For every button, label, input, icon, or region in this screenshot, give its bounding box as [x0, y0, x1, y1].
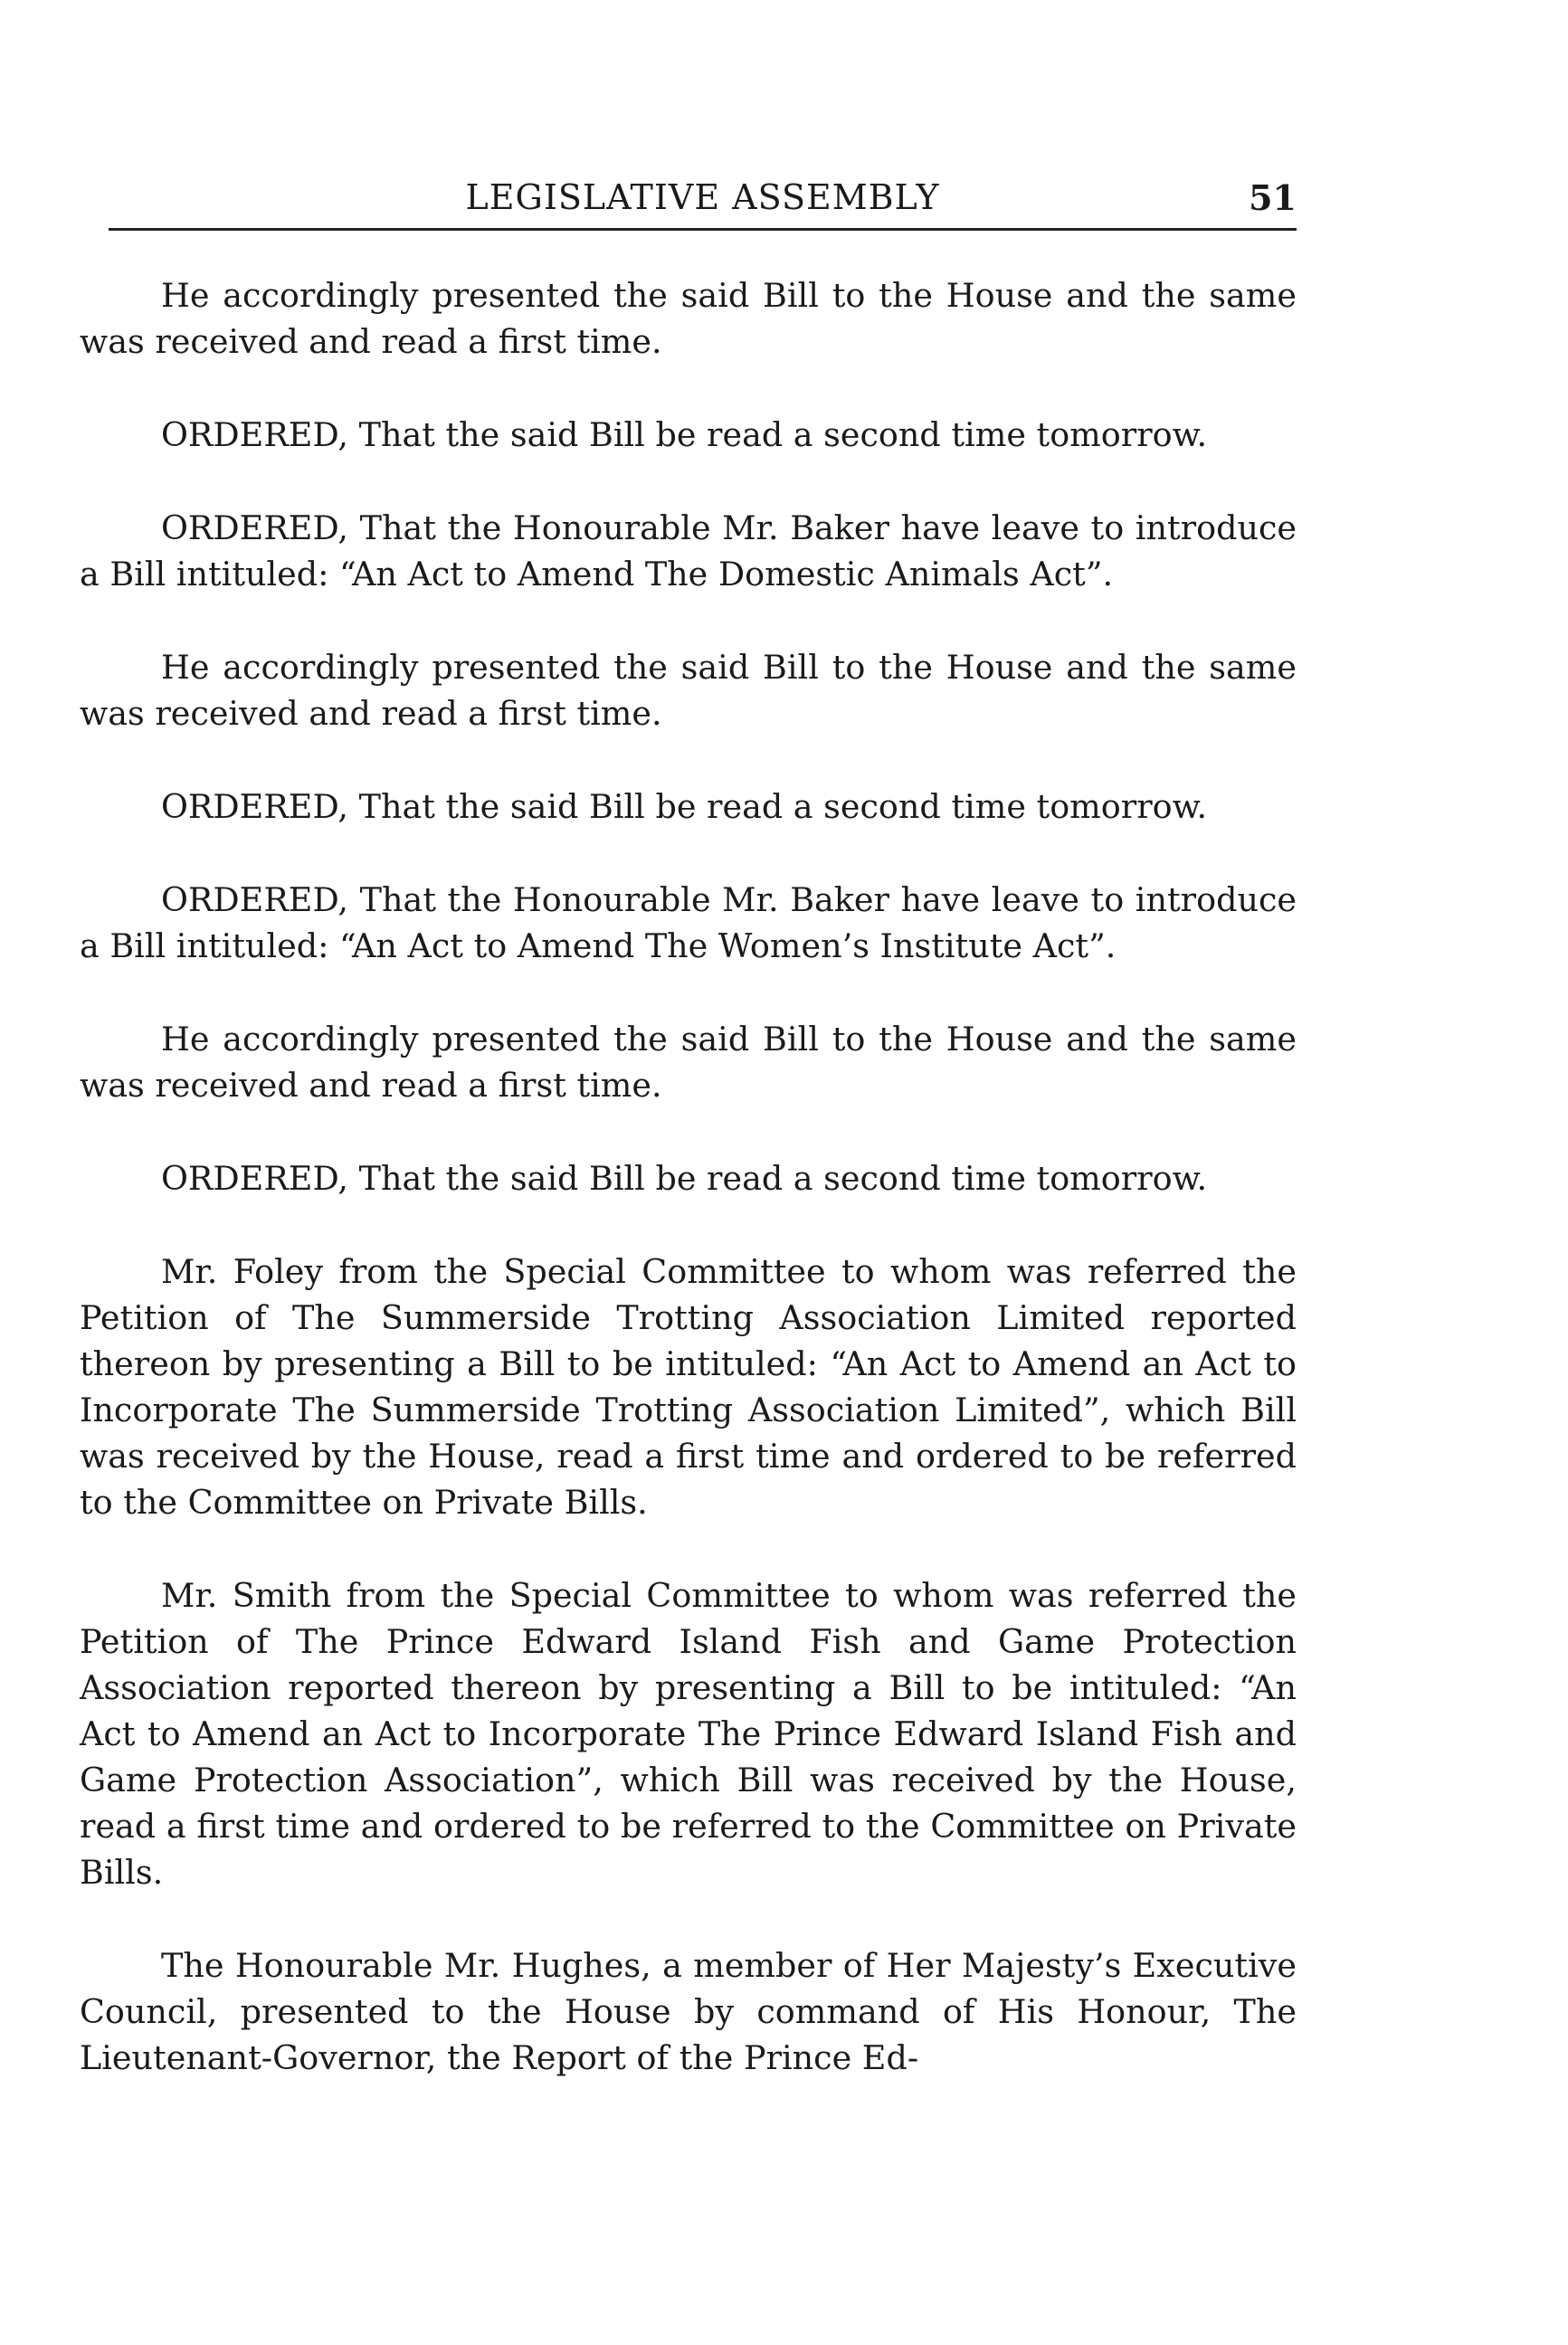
- paragraph-second-reading-order: ORDERED, That the said Bill be read a second time tomorrow.: [161, 787, 1208, 826]
- paragraph-fish-game-protection-report: Mr. Smith from the Special Committee to whom was referred the Petition of The Prince Edward Island Fish and Game Protection Association reported thereon by presenting a Bill to be intituled: “An Act to Amend an Act to Incorporate The Prince Edward Island Fish and Game Protection Association”, which Bill was received by the House, read a first time and ordered to be referred to the Committee on Private Bills.: [80, 1576, 1297, 1892]
- paragraph-summerside-trotting-report: Mr. Foley from the Special Committee to whom was referred the Petition of The Summerside Trotting Association Limited reported thereon by presenting a Bill to be intituled: “An Act to Amend an Act to Incorporate The Summerside Trotting Association Limited”, which Bill was received by the House, read a first time and ordered to be referred to the Committee on Private Bills.: [80, 1252, 1297, 1522]
- paragraph-leave-womens-institute-act: ORDERED, That the Honourable Mr. Baker have leave to introduce a Bill intituled: “An Act to Amend The Women’s Institute Act”.: [80, 880, 1297, 965]
- paragraph-second-reading-order: ORDERED, That the said Bill be read a second time tomorrow.: [161, 415, 1208, 454]
- running-header: [109, 170, 1297, 231]
- page-number: 51: [1249, 177, 1297, 218]
- document-page: [80, 0, 1297, 2345]
- paragraph-second-reading-order: ORDERED, That the said Bill be read a second time tomorrow.: [161, 1159, 1208, 1198]
- paragraph-executive-council-report: The Honourable Mr. Hughes, a member of Her Majesty’s Executive Council, presented to the House by command of His Honour, The Lieutenant-Governor, the Report of the Prince Ed-: [80, 1946, 1297, 2077]
- paragraph-presented-bill: He accordingly presented the said Bill to the House and the same was received and read a first time.: [80, 648, 1297, 733]
- paragraph-presented-bill: He accordingly presented the said Bill to the House and the same was received and read a first time.: [80, 276, 1297, 361]
- paragraph-presented-bill: He accordingly presented the said Bill to the House and the same was received and read a first time.: [80, 1020, 1297, 1105]
- paragraph-leave-domestic-animals-act: ORDERED, That the Honourable Mr. Baker have leave to introduce a Bill intituled: “An Act to Amend The Domestic Animals Act”.: [80, 508, 1297, 593]
- running-title: LEGISLATIVE ASSEMBLY: [465, 177, 940, 217]
- journal-body: [80, 272, 1297, 2081]
